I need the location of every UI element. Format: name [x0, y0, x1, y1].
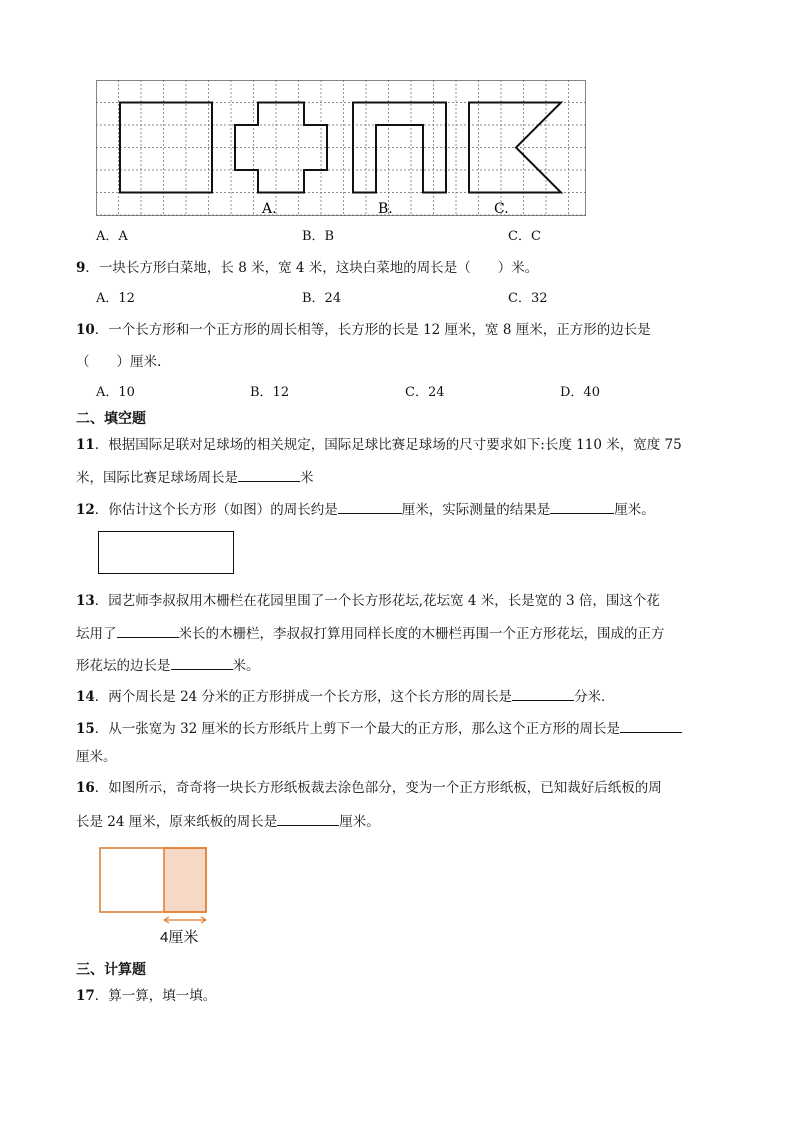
q16-number: 16 — [76, 780, 95, 796]
q13-line3-text-a: 形花坛的边长是 — [76, 658, 171, 674]
q13-number: 13 — [76, 593, 95, 609]
q13-line2-text-a: 坛用了 — [76, 626, 117, 642]
q11-answer-blank[interactable] — [238, 467, 300, 482]
q10-line2: （ ）厘米. — [76, 354, 162, 370]
question-17 — [76, 987, 216, 1005]
q12-estimate-blank[interactable] — [338, 499, 402, 514]
q12-number: 12 — [76, 502, 95, 518]
q12-text-a: ．你估计这个长方形（如图）的周长约是 — [94, 502, 338, 518]
q16-line2-unit: 厘米。 — [339, 814, 380, 830]
q10-option-d[interactable]: D．40 — [560, 385, 600, 400]
q13-fence-blank[interactable] — [117, 623, 179, 638]
q13-line2 — [76, 623, 665, 643]
q16-line2-text: 长是 24 厘米，原来纸板的周长是 — [76, 814, 278, 830]
q12-rectangle-figure — [98, 531, 234, 574]
q16-line2 — [76, 811, 380, 831]
question-11 — [76, 436, 682, 454]
q14-text-b: 分米． — [574, 689, 615, 705]
q9-option-c[interactable]: C．32 — [508, 291, 548, 306]
q11-line2 — [76, 467, 314, 487]
q16-cardboard-figure — [98, 846, 218, 948]
q11-number: 11 — [76, 437, 95, 453]
question-15 — [76, 718, 682, 738]
q8-option-c[interactable]: C．C — [508, 229, 541, 244]
q15-line2: 厘米。 — [76, 749, 117, 765]
q14-number: 14 — [76, 689, 95, 705]
question-9 — [76, 259, 538, 277]
q17-text: ．算一算，填一填。 — [94, 988, 217, 1004]
question-13 — [76, 592, 660, 610]
q13-line1: ．园艺师李叔叔用木栅栏在花园里围了一个长方形花坛,花坛宽 4 米，长是宽的 3 倍，围这个花 — [94, 593, 660, 609]
q16-answer-blank[interactable] — [277, 811, 339, 826]
shape-c-notch — [469, 103, 561, 193]
q16-dimension-arrow — [164, 917, 206, 923]
q13-line3 — [76, 655, 260, 675]
q13-side-blank[interactable] — [171, 655, 233, 670]
q10-option-b[interactable]: B．12 — [250, 385, 290, 400]
q12-text-b: 厘米，实际测量的结果是 — [401, 502, 551, 518]
q10-line1: ．一个长方形和一个正方形的周长相等，长方形的长是 12 厘米，宽 8 厘米，正方形的边长是 — [94, 322, 651, 338]
grid-figure — [96, 80, 586, 220]
q13-line3-text-b: 米。 — [232, 658, 260, 674]
q12-measure-blank[interactable] — [550, 499, 614, 514]
figure-label-a: A. — [262, 201, 277, 217]
q15-number: 15 — [76, 721, 95, 737]
q12-text-c: 厘米。 — [614, 502, 655, 518]
q8-option-b[interactable]: B．B — [302, 229, 335, 244]
q15-answer-blank[interactable] — [620, 718, 682, 733]
section-2-title: 二、填空题 — [76, 411, 146, 427]
q11-unit: 米 — [300, 470, 314, 486]
figure-label-c: C. — [494, 201, 509, 217]
question-14 — [76, 686, 615, 706]
q10-number: 10 — [76, 322, 95, 338]
question-12 — [76, 499, 655, 519]
q17-number: 17 — [76, 988, 95, 1004]
q11-line1: ．根据国际足联对足球场的相关规定，国际足球比赛足球场的尺寸要求如下:长度 110 米，宽度 75 — [94, 437, 682, 453]
q9-text: ．一块长方形白菜地，长 8 米，宽 4 米，这块白菜地的周长是（ ）米。 — [85, 260, 539, 276]
q16-line1: ．如图所示，奇奇将一块长方形纸板裁去涂色部分，变为一个正方形纸板，已知裁好后纸板的周 — [94, 780, 662, 796]
q10-option-a[interactable]: A．10 — [96, 385, 135, 400]
q11-line2-text: 米，国际比赛足球场周长是 — [76, 470, 238, 486]
question-10 — [76, 321, 651, 339]
q14-text-a: ．两个周长是 24 分米的正方形拼成一个长方形，这个长方形的周长是 — [94, 689, 513, 705]
q16-cut-shaded-part — [164, 848, 206, 912]
q16-dimension-label: 4厘米 — [160, 929, 199, 946]
q15-line1: ．从一张宽为 32 厘米的长方形纸片上剪下一个最大的正方形，那么这个正方形的周长是 — [94, 721, 621, 737]
figure-label-b: B. — [378, 201, 393, 217]
question-16 — [76, 779, 662, 797]
q8-option-a[interactable]: A．A — [96, 229, 128, 244]
q9-number: 9 — [76, 260, 86, 276]
section-3-title: 三、计算题 — [76, 962, 146, 978]
q9-option-b[interactable]: B．24 — [302, 291, 342, 306]
q9-option-a[interactable]: A．12 — [96, 291, 135, 306]
q13-line2-text-b: 米长的木栅栏，李叔叔打算用同样长度的木栅栏再围一个正方形花坛，围成的正方 — [178, 626, 665, 642]
q10-option-c[interactable]: C．24 — [405, 385, 445, 400]
q14-answer-blank[interactable] — [512, 686, 574, 701]
